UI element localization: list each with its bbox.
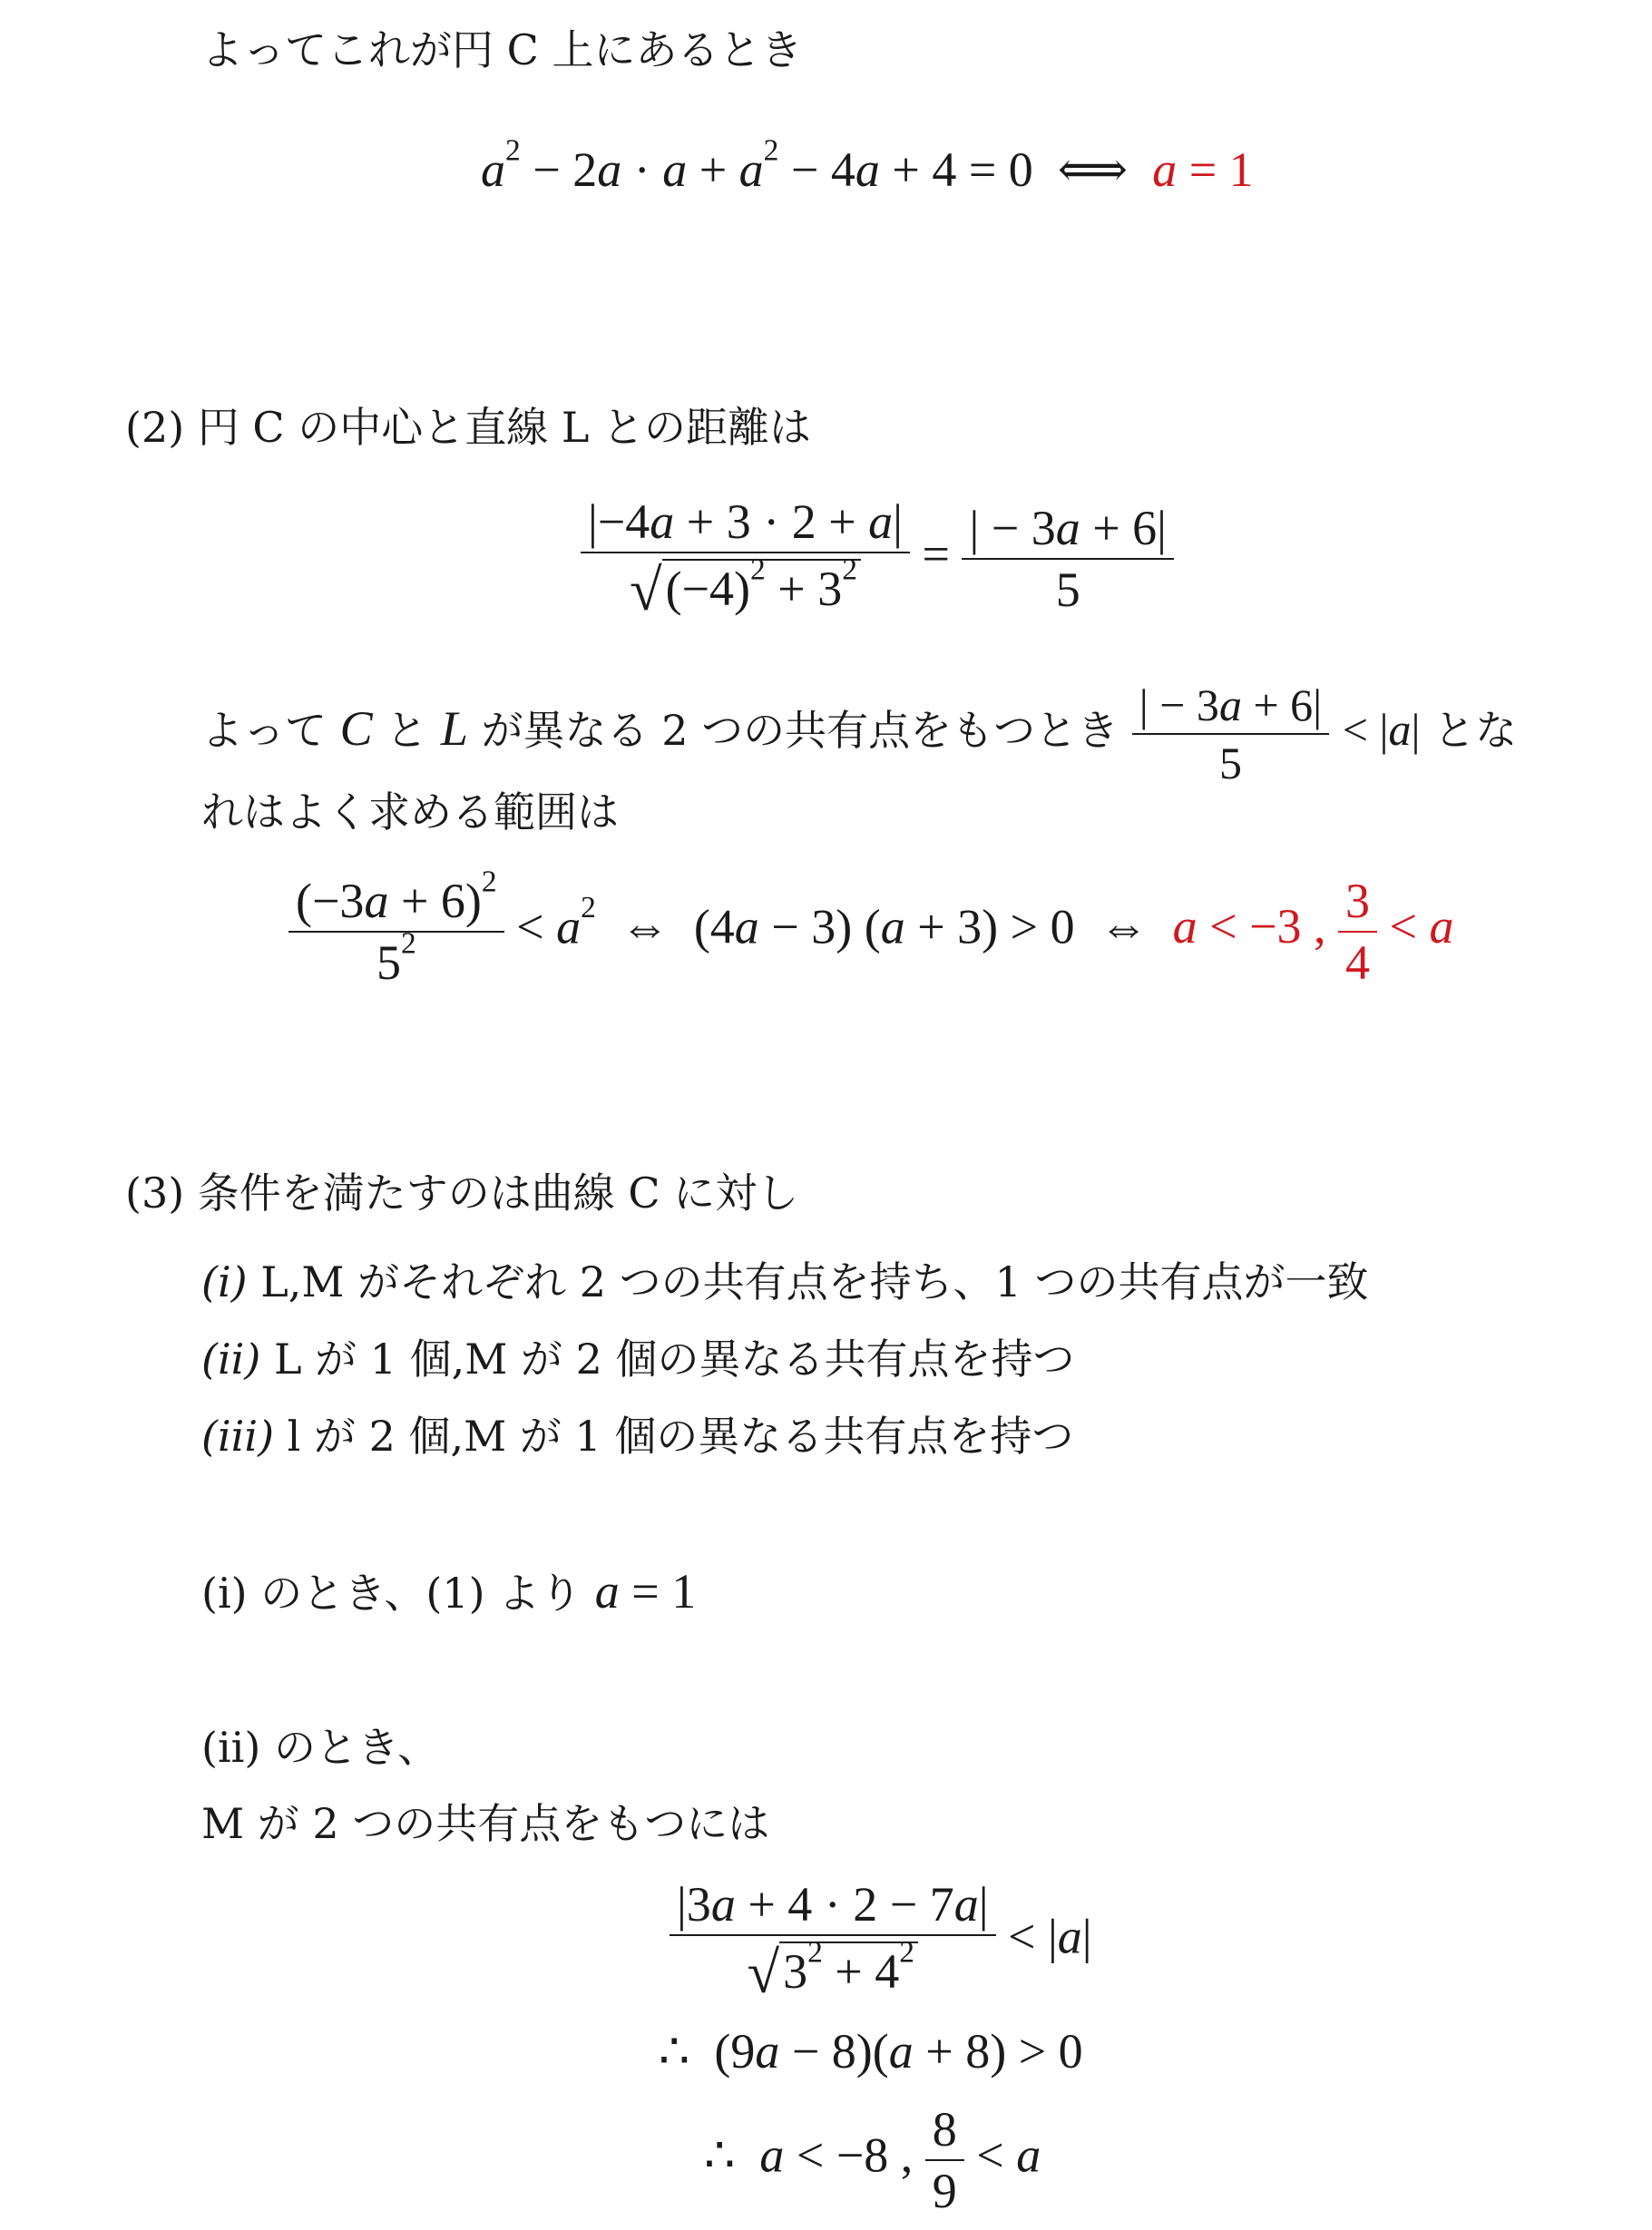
part2-heading: [125, 403, 812, 452]
three-quarters: $\frac{3}{4}$: [1338, 876, 1377, 987]
part3-heading-text: 条件を満たすのは曲線 C に対し: [197, 1169, 799, 1218]
therefore-factored: ∴ (9a − 8)(a + 8) > 0: [659, 2024, 1083, 2078]
condition-i: (i) L,M がそれぞれ 2 つの共有点を持ち、1 つの共有点が一致: [201, 1257, 1369, 1306]
case-i: (i) のとき、(1) より a = 1: [201, 1564, 697, 1619]
part3-heading: [125, 1169, 799, 1218]
part2-label: (2): [125, 403, 185, 452]
m-distance-fraction: $\frac{|3a + 4 \cdot 2 - 7a|}{√3^2 + 4^2}$: [670, 1880, 996, 2003]
case-ii-m: M が 2 つの共有点をもつには: [201, 1799, 770, 1848]
range-inequality: $\frac{(-3a + 6)^2}{5^2}$ < $a^2$ ⇔ (4a − 3) (a + 3) > 0 ⇔ a < −3 , $\frac{3}{4}$ < a: [288, 876, 1454, 987]
part1-intro: よってこれが円 C 上にあるとき: [201, 25, 803, 74]
condition-iii: (iii) l が 2 個,M が 1 個の異なる共有点を持つ: [201, 1412, 1074, 1461]
distance-formula: $\frac{|-4a + 3 \cdot 2 + a|}{√(-4)^2 + 3^2}$ = $\frac{| - 3a + 6|}{5}$: [581, 497, 1174, 621]
part2-condition-line: よって C と L が異なる 2 つの共有点をもつとき $\frac{| - 3a + 6|}{5}$ < |a| とな: [201, 680, 1518, 788]
part3-label: (3): [125, 1169, 185, 1218]
answer-a-equals-1: a = 1: [1152, 142, 1254, 197]
m-distance-inequality: $\frac{|3a + 4 \cdot 2 - 7a|}{√3^2 + 4^2}$ < |a|: [670, 1880, 1092, 2003]
range-answer: a < −3 , $\frac{3}{4}$ < a: [1172, 874, 1454, 990]
distance-simplified: $\frac{| - 3a + 6|}{5}$: [962, 504, 1174, 614]
part2-heading-text: 円 C の中心と直線 L との距離は: [197, 403, 812, 452]
eight-ninths: $\frac{8}{9}$: [925, 2105, 964, 2215]
condition-ii: (ii) L が 1 個,M が 2 個の異なる共有点を持つ: [201, 1335, 1075, 1384]
equation-circle-condition: $a^2 - 2a \cdot a + a^2 - 4a + 4 = 0$ ⟺ a = 1: [481, 133, 1254, 197]
range-fraction: $\frac{(-3a + 6)^2}{5^2}$: [288, 876, 504, 987]
distance-fraction: $\frac{|-4a + 3 \cdot 2 + a|}{√(-4)^2 + 3^2}$: [581, 497, 910, 621]
final-range: ∴ a < −8 , $\frac{8}{9}$ < a: [704, 2102, 1041, 2218]
case-ii: (ii) のとき、: [201, 1723, 440, 1772]
part2-line2: れはよく求める範囲は: [201, 787, 619, 836]
condition-fraction: $\frac{| - 3a + 6|}{5}$: [1132, 682, 1329, 786]
